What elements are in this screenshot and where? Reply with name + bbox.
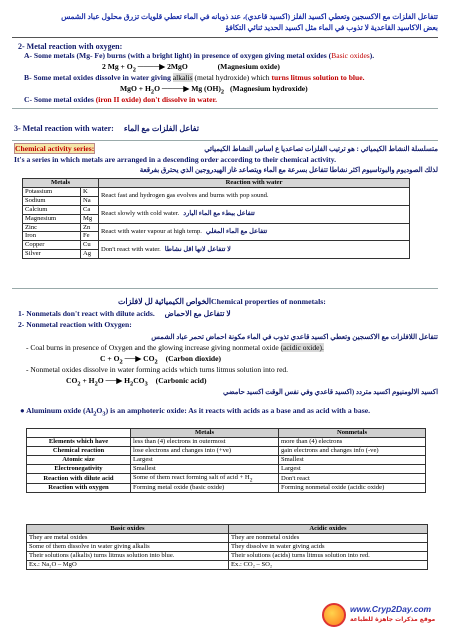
eq4-sub2: 2	[94, 380, 98, 388]
section-3-divider	[12, 140, 438, 141]
activity-row	[23, 241, 410, 250]
compare-label: Chemical reaction	[27, 446, 131, 455]
reaction-arabic: لا تتفاعل لانها اقل نشاطا	[164, 245, 231, 253]
equation-h2co3	[66, 377, 207, 388]
compare-metals	[131, 473, 279, 484]
compare-metals-text: Forming metal oxide (basic oxide)	[133, 484, 225, 492]
activity-series-arabic: متسلسلة النشاط الكيميائي : هو ترتيب الفلزات تصاعديا ع اساس النشاط الكيميائي	[204, 145, 438, 153]
metal-name: Copper	[23, 241, 81, 250]
compare-label: Reaction with dilute acid	[27, 473, 131, 484]
metal-reaction	[99, 223, 410, 241]
nonmetals-item-1	[18, 310, 231, 319]
site-watermark	[322, 602, 442, 632]
compare-row	[27, 464, 426, 473]
amphoteric-sub1: 2	[93, 410, 97, 418]
metal-symbol: Cu	[81, 241, 99, 250]
eq2-sub: 2	[150, 88, 155, 96]
compare-row	[27, 455, 426, 464]
activity-row	[23, 187, 410, 196]
aluminum-oxide-arabic-note: اكسيد الالومنيوم اكسيد متردد (اكسيد قاعدي وفي نفس الوقت اكسيد حامضي	[222, 389, 438, 396]
coal-line	[26, 344, 438, 353]
activity-row	[23, 223, 410, 232]
metal-symbol: Fe	[81, 232, 99, 241]
nonmetals-item-2: 2- Nonmetal reaction with Oxygen:	[18, 320, 132, 329]
reaction-arabic: تتفاعل مع الماء المغلي	[205, 227, 268, 235]
compare-metals	[131, 484, 279, 493]
compare-metals-text: less than (4) electrons in outermost	[133, 437, 226, 445]
amphoteric-line	[20, 407, 438, 418]
eq3-arrow: ──▶	[124, 354, 142, 363]
compare-row	[27, 446, 426, 455]
eq1-left: 2 Mg + O	[102, 62, 133, 71]
compare-row	[27, 484, 426, 493]
metal-symbol: Ag	[81, 250, 99, 259]
metal-reaction	[99, 205, 410, 223]
eq4-sub: 2	[77, 380, 81, 388]
nonmetals-item-2-arabic: تتفاعل اللافلزات مع الاكسجين وتعطي اكسيد قاعدي تذوب في الماء مكونة احماض تحمر عباد الشمس	[151, 333, 438, 341]
compare-label: Elements which have	[27, 437, 131, 446]
item-b-prefix: B- Some metal oxides dissolve in water giving	[24, 73, 173, 82]
oxides-row	[27, 560, 428, 569]
compare-metals-sub: 2	[249, 476, 253, 483]
header-arabic-line-2: بعض الاكاسيد القاعدية لا تذوب في الماء مثل اكسيد الحديد ثنائي التكافؤ	[225, 23, 438, 32]
compare-metals-text: lose electrons and changes into (+ve)	[133, 446, 232, 454]
coal-text: - Coal burns in presence of Oxygen and the glowing increase giving nonmetal oxide	[26, 343, 281, 352]
compare-label: Electronegativity	[27, 464, 131, 473]
metal-name: Potassium	[23, 187, 81, 196]
item-c-iron-oxide: (iron II oxide) don't dissolve in water.	[95, 95, 218, 104]
metal-symbol: Mg	[81, 214, 99, 223]
acidic-oxide-cell: They dissolve in water giving acids	[229, 542, 428, 551]
eq2-arrow: ────▶	[161, 84, 190, 93]
oxides-row	[27, 551, 428, 560]
metal-reaction	[99, 241, 410, 259]
nonmetal-oxide-line: - Nonmetal oxides dissolve in water forming acids which turns litmus solution into red.	[26, 365, 289, 374]
activity-row	[23, 205, 410, 214]
reaction-text: React fast and hydrogen gas evolves and burns with pop sound.	[101, 192, 269, 200]
eq4-right: H	[124, 376, 131, 385]
compare-row	[27, 473, 426, 484]
compare-nonmetals: Forming nonmetal oxide (acidic oxide)	[279, 484, 426, 493]
nonmetals-item-1-en: 1- Nonmetals don't react with dilute acids.	[18, 309, 155, 318]
acidic-oxide-cell: Ex.: CO₂ – SO₂	[229, 560, 428, 569]
metals-nonmetals-table	[26, 428, 426, 493]
header-divider	[12, 37, 438, 38]
basic-oxide-cell: They are metal oxides	[27, 533, 229, 542]
compare-label: Atomic size	[27, 455, 131, 464]
compare-metals	[131, 464, 279, 473]
compare-row	[27, 437, 426, 446]
basic-oxide-cell: Their solutions (alkalis) turns litmus solution into blue.	[27, 551, 229, 560]
activity-head-reaction: Reaction with water	[99, 179, 410, 188]
item-b-litmus-blue: turns litmus solution to blue.	[271, 73, 365, 82]
eq4-sub3: 2	[130, 380, 134, 388]
eq4-arrow: ──▶	[105, 376, 123, 385]
activity-head-metals: Metals	[23, 179, 99, 188]
metal-symbol: Zn	[81, 223, 99, 232]
eq1-right: 2MgO	[167, 62, 188, 71]
metal-name: Silver	[23, 250, 81, 259]
metal-name: Sodium	[23, 196, 81, 205]
section-3-title-ar: تفاعل الفلزات مع الماء	[123, 124, 199, 133]
eq2-left: MgO + H	[120, 84, 151, 93]
amphoteric-suffix: ) is an amphoteric oxide: As it reacts with acids as a base and as acid with a base.	[105, 406, 371, 415]
metal-name: Iron	[23, 232, 81, 241]
reaction-text: React with water vapour at high temp.	[101, 227, 202, 235]
nonmetals-heading-en: Chemical properties of nonmetals:	[211, 297, 326, 306]
metal-symbol: Na	[81, 196, 99, 205]
compare-label: Reaction with oxygen	[27, 484, 131, 493]
oxides-head-acidic: Acidic oxides	[229, 525, 428, 534]
acidic-oxide-cell: They are nonmetal oxides	[229, 533, 428, 542]
compare-nonmetals: Smallest	[279, 455, 426, 464]
section-3-title-en: 3- Metal reaction with water:	[14, 124, 114, 133]
amphoteric-sub2: 3	[102, 410, 106, 418]
bullet-icon: ●	[20, 406, 25, 415]
eq4-name: (Carbonic acid)	[155, 376, 207, 385]
basic-oxide-cell: Some of them dissolve in water giving alkalis	[27, 542, 229, 551]
metal-name: Zinc	[23, 223, 81, 232]
metal-symbol: K	[81, 187, 99, 196]
section-nonmetals-divider	[12, 288, 438, 289]
reaction-text: React slowly with cold water.	[101, 210, 180, 218]
activity-series-note-arabic: لذلك الصوديوم والبوتاسيوم اكثر نشاطا تتفاعل بسرعة مع الماء ويتصاعد غاز الهيدروجين الذي يحترق بفرقعة	[139, 167, 438, 174]
eq3-right: CO	[143, 354, 155, 363]
eq1-arrow: ────▶	[137, 62, 166, 71]
item-b-alkalis: alkalis	[172, 73, 193, 82]
eq1-name: (Magnesium oxide)	[217, 62, 280, 71]
nonmetals-item-1-ar: لا تتفاعل مع الاحماض	[164, 309, 231, 318]
metal-reaction	[99, 187, 410, 205]
eq1-sub: 2	[132, 66, 136, 74]
eq3-name: (Carbon dioxide)	[165, 354, 222, 363]
amphoteric-mid: O	[96, 406, 103, 415]
site-tagline: موقع مذكرات جاهزة للطباعة	[350, 616, 436, 623]
eq4-left: CO	[66, 376, 78, 385]
section-2-divider	[12, 108, 438, 109]
eq3-left: C + O	[100, 354, 120, 363]
compare-nonmetals: Largest	[279, 464, 426, 473]
header-arabic-line-1: تتفاعل الفلزات مع الاكسجين وتعطي اكسيد الفلز (اكسيد قاعدي)، عند ذوبانه في الماء تعطي قلويات تزرق محلول عباد الشمس	[61, 12, 438, 21]
section-2-item-c	[24, 96, 438, 105]
oxides-table	[26, 524, 428, 570]
compare-nonmetals: more than (4) electrons	[279, 437, 426, 446]
item-b-mid: (metal hydroxide) which	[192, 73, 272, 82]
compare-nonmetals: gain electrons and changes info (-ve)	[279, 446, 426, 455]
eq2-name: (Magnesium hydroxide)	[230, 84, 308, 93]
section-2-item-b	[24, 74, 438, 83]
item-a-suffix: ).	[369, 51, 375, 60]
nonmetals-heading-ar: الخواص الكيميائية لل لافلزات	[118, 297, 212, 306]
site-logo-icon	[322, 603, 346, 627]
reaction-text: Don't react with water.	[101, 245, 161, 253]
compare-metals-text: Smallest	[133, 464, 156, 472]
basic-oxide-cell: Ex.: Na₂O – MgO	[27, 560, 229, 569]
acidic-oxide-cell: Their solutions (acids) turns litmus solution into red.	[229, 551, 428, 560]
section-2-item-a	[24, 52, 438, 61]
section-3-title	[14, 124, 199, 133]
compare-metals	[131, 455, 279, 464]
compare-metals-text: Some of them react forming salt of acid + H	[133, 473, 250, 481]
eq3-sub2: 2	[154, 358, 158, 366]
compare-head-metals: Metals	[131, 429, 279, 438]
coal-acidic-oxide: (acidic oxide).	[280, 343, 324, 352]
site-url: www.Cryp2Day.com	[350, 604, 432, 614]
reaction-arabic: تتفاعل ببطء مع الماء البارد	[183, 210, 255, 218]
eq4-mid2: O	[97, 376, 104, 385]
item-c-prefix: C- Some metal oxides	[24, 95, 96, 104]
eq4-right2: CO	[133, 376, 145, 385]
activity-series-definition: It's a series in which metals are arranged in a descending order according to their chemical activity.	[14, 155, 337, 164]
compare-head-nonmetals: Nonmetals	[279, 429, 426, 438]
activity-series-label: Chemical activity series:	[15, 144, 95, 153]
compare-metals	[131, 437, 279, 446]
oxides-head-basic: Basic oxides	[27, 525, 229, 534]
compare-metals	[131, 446, 279, 455]
activity-series-table	[22, 178, 410, 259]
oxides-row	[27, 542, 428, 551]
compare-nonmetals: Don't react	[279, 473, 426, 484]
metal-name: Magnesium	[23, 214, 81, 223]
compare-head-blank	[27, 429, 131, 438]
metal-name: Calcium	[23, 205, 81, 214]
section-2-title: 2- Metal reaction with oxygen:	[18, 42, 123, 51]
eq2-sub2: 2	[220, 88, 225, 96]
eq4-sub4: 3	[144, 380, 148, 388]
eq4-mid: + H	[80, 376, 95, 385]
eq2-mid: O	[154, 84, 160, 93]
metal-symbol: Ca	[81, 205, 99, 214]
eq2-right: Mg (OH)	[191, 84, 221, 93]
item-a-basic-oxides: Basic oxides	[331, 51, 370, 60]
eq3-sub: 2	[119, 358, 123, 366]
nonmetals-heading	[118, 298, 326, 307]
amphoteric-prefix: Aluminum oxide (Al	[26, 406, 94, 415]
compare-metals-text: Largest	[133, 455, 153, 463]
oxides-row	[27, 533, 428, 542]
item-a-prefix: A- Some metals (Mg- Fe) burns (with a bright light) in presence of oxygen giving metal oxides (	[24, 51, 332, 60]
